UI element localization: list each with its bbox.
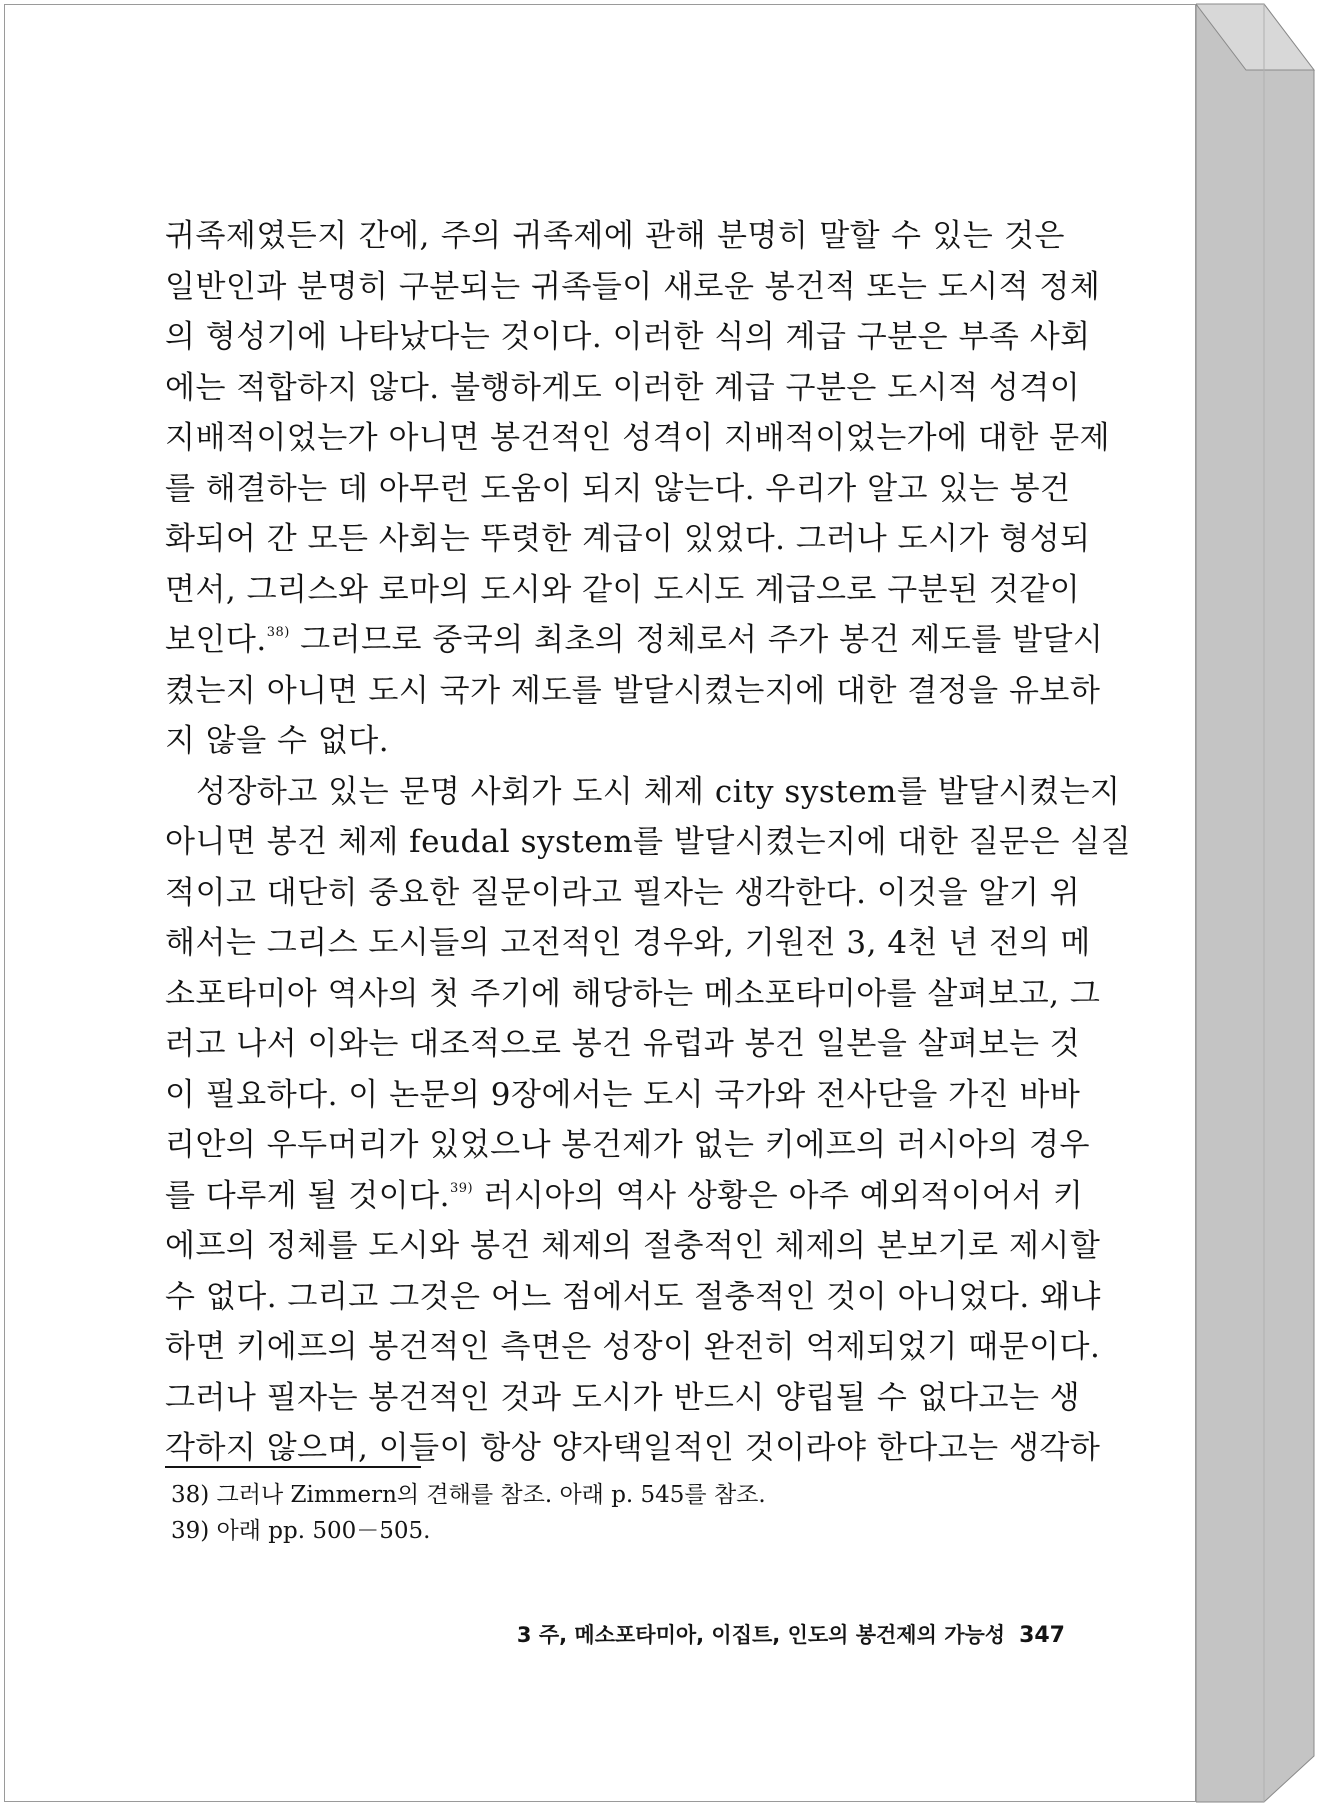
text-line: 지 않을 수 없다. [165, 723, 390, 759]
paragraph-1 [165, 211, 1111, 767]
text-line: 지배적이었는가 아니면 봉건적인 성격이 지배적이었는가에 대한 문제 [165, 420, 1111, 456]
text-segment: 러시아의 역사 상황은 아주 예외적이어서 키 [473, 1177, 1084, 1214]
paragraph-2 [165, 767, 1132, 1474]
text-line: 를 해결하는 데 아무런 도움이 되지 않는다. 우리가 알고 있는 봉건 [165, 470, 1071, 507]
book-page-edge [1196, 0, 1316, 1806]
text-line: 적이고 대단히 중요한 질문이라고 필자는 생각한다. 이것을 알기 위 [165, 874, 1081, 911]
text-line: 의 형성기에 나타났다는 것이다. 이러한 식의 계급 구분은 부족 사회 [165, 319, 1091, 355]
footnote-ref-39: 39) [449, 1180, 474, 1196]
text-line: 켰는지 아니면 도시 국가 제도를 발달시켰는지에 대한 결정을 유보하 [165, 672, 1101, 709]
text-line: 각하지 않으며, 이들이 항상 양자택일적인 것이라야 한다고는 생각하 [165, 1430, 1101, 1466]
footnote-38: 38) 그러나 Zimmern의 견해를 참조. 아래 p. 545를 참조. [171, 1482, 766, 1508]
footnote-divider [165, 1466, 421, 1468]
running-footer [401, 1619, 1065, 1649]
text-segment: 보인다. [165, 622, 267, 658]
footnote-ref-38: 38) [266, 625, 290, 640]
text-line [165, 1171, 1084, 1222]
text-line: 화되어 간 모든 사회는 뚜렷한 계급이 있었다. 그러나 도시가 형성되 [165, 521, 1091, 557]
text-line: 해서는 그리스 도시들의 고전적인 경우와, 기원전 3, 4천 년 전의 메 [165, 925, 1091, 961]
text-line: 에는 적합하지 않다. 불행하게도 이러한 계급 구분은 도시적 성격이 [165, 369, 1081, 406]
text-line [165, 615, 1104, 666]
text-segment: 그러므로 중국의 최초의 정체로서 주가 봉건 제도를 발달시 [289, 622, 1104, 658]
text-line: 소포타미아 역사의 첫 주기에 해당하는 메소포타미아를 살펴보고, 그 [165, 975, 1101, 1012]
body-text [165, 211, 1132, 1474]
text-line: 이 필요하다. 이 논문의 9장에서는 도시 국가와 전사단을 가진 바바 [165, 1076, 1081, 1113]
text-line: 귀족제였든지 간에, 주의 귀족제에 관해 분명히 말할 수 있는 것은 [165, 218, 1065, 254]
text-line: 하면 키에프의 봉건적인 측면은 성장이 완전히 억제되었기 때문이다. [165, 1329, 1101, 1365]
text-line: 리안의 우두머리가 있었으나 봉건제가 없는 키에프의 러시아의 경우 [165, 1127, 1090, 1163]
text-line: 러고 나서 이와는 대조적으로 봉건 유럽과 봉건 일본을 살펴보는 것 [165, 1026, 1081, 1062]
footnote-39: 39) 아래 pp. 500－505. [171, 1518, 431, 1544]
text-line: 성장하고 있는 문명 사회가 도시 체제 city system를 발달시켰는지 [196, 773, 1121, 810]
text-line: 수 없다. 그리고 그것은 어느 점에서도 절충적인 것이 아니었다. 왜냐 [165, 1278, 1101, 1315]
text-line: 일반인과 분명히 구분되는 귀족들이 새로운 봉건적 또는 도시적 정체 [165, 268, 1101, 305]
book-page [4, 4, 1196, 1802]
page-number: 347 [1019, 1623, 1065, 1648]
text-line: 에프의 정체를 도시와 봉건 체제의 절충적인 체제의 본보기로 제시할 [165, 1228, 1101, 1264]
text-line: 그러나 필자는 봉건적인 것과 도시가 반드시 양립될 수 없다고는 생 [165, 1379, 1081, 1416]
running-title: 3 주, 메소포타미아, 이집트, 인도의 봉건제의 가능성 [516, 1623, 1006, 1647]
text-segment: 를 다루게 될 것이다. [165, 1177, 450, 1214]
footnotes [171, 1477, 1051, 1549]
text-line: 아니면 봉건 체제 feudal system를 발달시켰는지에 대한 질문은 실질 [165, 824, 1132, 860]
text-line: 면서, 그리스와 로마의 도시와 같이 도시도 계급으로 구분된 것같이 [165, 571, 1081, 608]
